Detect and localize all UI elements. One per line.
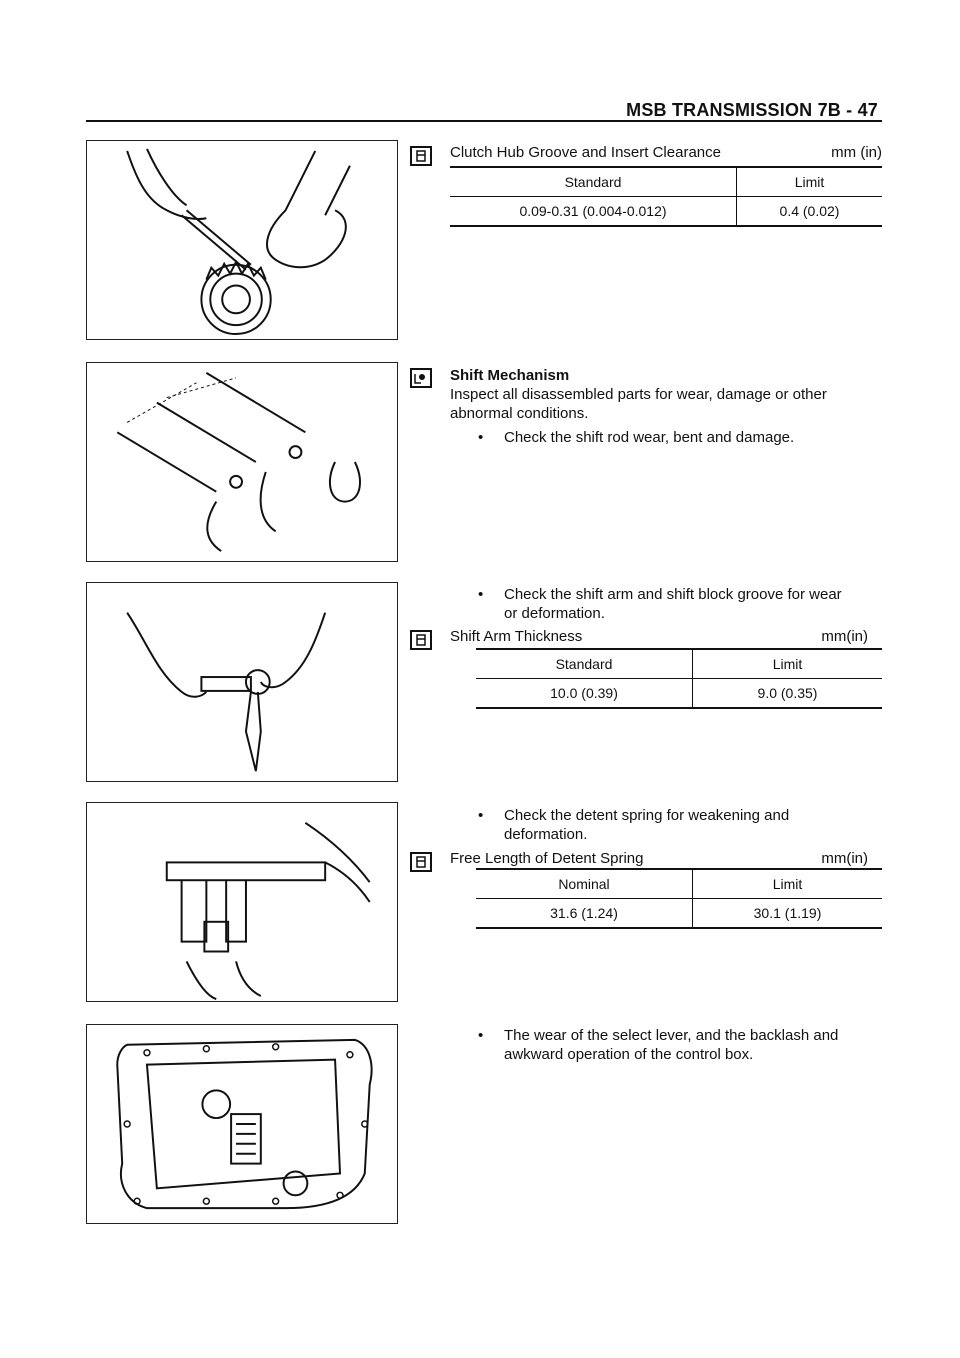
bullet-dot: • <box>478 1027 484 1044</box>
shift-mechanism-text-line-2: abnormal conditions. <box>450 405 589 422</box>
shift-arm-unit: mm(in) <box>821 628 868 645</box>
bullet-dot: • <box>478 586 484 603</box>
shift-arm-caption-row <box>450 628 882 645</box>
clearance-caption: Clutch Hub Groove and Insert Clearance <box>450 144 721 161</box>
clearance-caption-row <box>450 144 882 161</box>
clutch-hub-illustration <box>87 141 397 339</box>
inspect-icon <box>410 368 432 388</box>
bullet-text-line-2: deformation. <box>504 826 588 843</box>
clearance-spec-table <box>450 166 882 227</box>
table-header-nominal: Nominal <box>476 869 693 899</box>
table-value-limit: 0.4 (0.02) <box>737 197 883 227</box>
table-value-limit: 9.0 (0.35) <box>693 679 883 709</box>
shift-arm-spec-table <box>476 648 882 709</box>
table-value-nominal: 31.6 (1.24) <box>476 899 693 929</box>
table-header-limit: Limit <box>693 649 883 679</box>
table-value-limit: 30.1 (1.19) <box>693 899 883 929</box>
shift-arm-illustration <box>87 583 397 781</box>
table-header-standard: Standard <box>450 167 737 197</box>
table-header-limit: Limit <box>737 167 883 197</box>
measurement-spec-icon <box>410 852 432 872</box>
bullet-text-line-1: Check the detent spring for weakening and <box>504 807 790 824</box>
figure-shift-arm-thickness <box>86 582 398 782</box>
bullet-text-line-2: or deformation. <box>504 605 605 622</box>
shift-arm-caption: Shift Arm Thickness <box>450 628 583 645</box>
shift-mechanism-illustration <box>87 363 397 561</box>
figure-clutch-hub-clearance <box>86 140 398 340</box>
table-header-limit: Limit <box>693 869 883 899</box>
page-header-title: MSB TRANSMISSION 7B - 47 <box>626 100 878 120</box>
table-header-standard: Standard <box>476 649 693 679</box>
bullet-text-line-1: The wear of the select lever, and the backlash and <box>504 1027 839 1044</box>
bullet-text-line-2: awkward operation of the control box. <box>504 1046 754 1063</box>
shift-mechanism-text-line-1: Inspect all disassembled parts for wear, damage or other <box>450 386 827 403</box>
table-value-standard: 10.0 (0.39) <box>476 679 693 709</box>
detent-spring-illustration <box>87 803 397 1001</box>
detent-spring-caption: Free Length of Detent Spring <box>450 850 644 867</box>
shift-mechanism-heading: Shift Mechanism <box>450 367 570 384</box>
bullet-text-line-1: Check the shift arm and shift block groove for wear <box>504 586 842 603</box>
measurement-spec-icon <box>410 146 432 166</box>
figure-shift-mechanism <box>86 362 398 562</box>
detent-spring-unit: mm(in) <box>821 850 868 867</box>
control-box-illustration <box>87 1025 397 1223</box>
bullet-dot: • <box>478 429 484 446</box>
clearance-unit: mm (in) <box>831 144 882 161</box>
figure-detent-spring <box>86 802 398 1002</box>
bullet-dot: • <box>478 807 484 824</box>
detent-spring-spec-table <box>476 868 882 929</box>
table-value-standard: 0.09-0.31 (0.004-0.012) <box>450 197 737 227</box>
bullet-text: Check the shift rod wear, bent and damage. <box>504 429 795 446</box>
figure-control-box <box>86 1024 398 1224</box>
header-rule <box>86 120 882 122</box>
measurement-spec-icon <box>410 630 432 650</box>
detent-spring-caption-row <box>450 850 882 867</box>
